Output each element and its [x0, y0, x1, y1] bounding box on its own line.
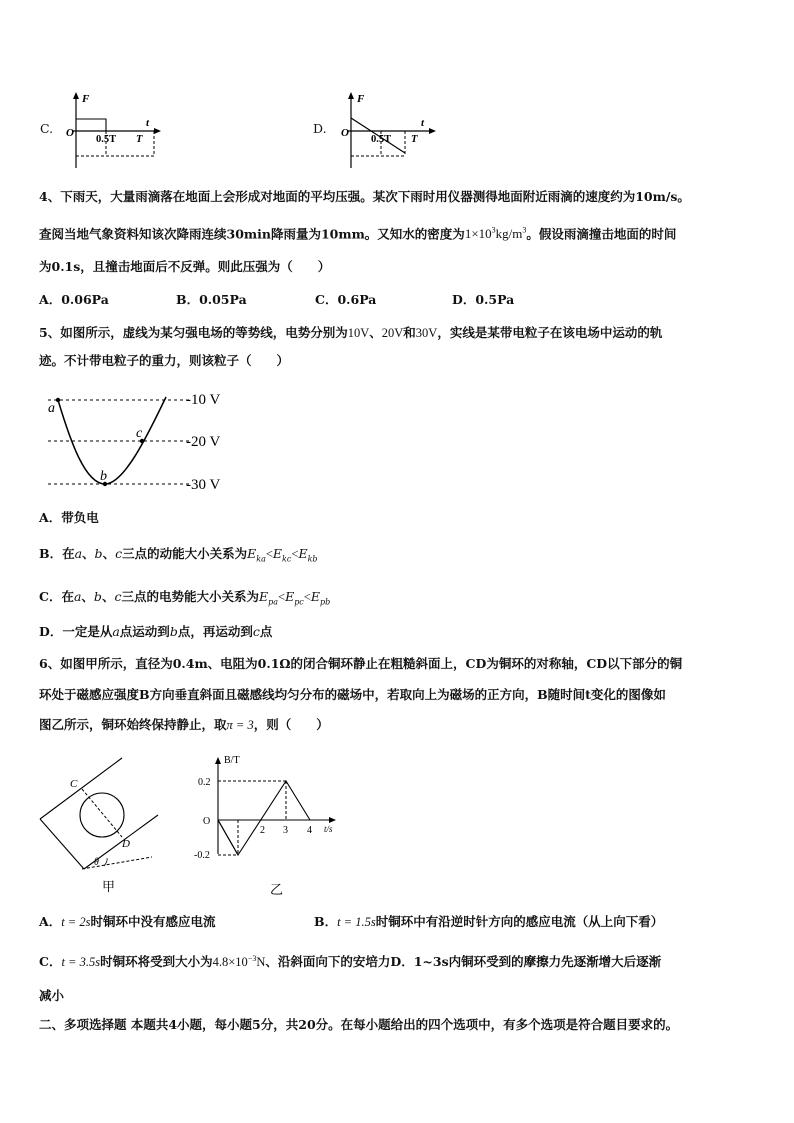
q5-option-a[interactable]: A．带负电 [39, 510, 99, 525]
q5-line2: 迹。不计带电粒子的重力，则该粒子（ ） [39, 353, 290, 368]
q4-line2: 查阅当地气象资料知该次降雨连续30min降雨量为10mm。又知水的密度为$1\times 10^3kg/m^3$。假设雨滴撞击地面的时间 [39, 226, 677, 242]
q6-line2: 环处于磁感应强度B方向垂直斜面且磁感线均匀分布的磁场中，若取向上为磁场的正方向，B随时间t变化的图像如 [39, 687, 666, 702]
q6-figure-jia [36, 755, 176, 895]
d-tick-half-t: 0.5T [371, 134, 392, 145]
q5-line1: 5、如图所示，虚线为某匀强电场的等势线，电势分别为10V、20V和30V，实线是某带电粒子在该电场中运动的轨 [39, 325, 663, 340]
point-a: a [48, 401, 55, 416]
tick-3: 3 [283, 825, 288, 836]
q6-line1: 6、如图甲所示，直径为0.4m、电阻为0.1Ω的闭合铜环静止在粗糙斜面上，CD为铜环的对称轴，CD以下部分的铜 [39, 656, 683, 671]
q6-option-c[interactable]: C．t = 3.5s时铜环将受到大小为$4.8\times 10^{-3}N$、沿斜面向下的安培力D．1~3s内铜环受到的摩擦力先逐渐增大后逐渐 [39, 954, 662, 970]
q4-option-b[interactable]: B．0.05Pa [176, 292, 247, 307]
c-tick-half-t: 0.5T [96, 134, 117, 145]
label-30v: -30 V [186, 477, 221, 493]
tick-0-2: 0.2 [198, 777, 211, 788]
tick-2: 2 [260, 825, 265, 836]
q6-line3: 图乙所示，铜环始终保持静止，取π = 3，则（ ） [39, 717, 329, 732]
c-axis-f: F [82, 93, 90, 105]
q6-option-d[interactable]: D．1~3s内铜环受到的摩擦力先逐渐增大后逐渐 [390, 954, 662, 970]
q6-figure-yi [190, 752, 350, 900]
q6-option-d-cont: 减小 [39, 988, 65, 1003]
c-axis-t: t [146, 117, 150, 129]
point-c: c [136, 426, 143, 441]
d-axis-f: F [357, 93, 365, 105]
c-tick-t: T [136, 134, 143, 145]
q5-option-b[interactable]: B．在a、b、c三点的动能大小关系为$E_{ka}<E_{kc}<E_{kb}$ [39, 546, 318, 564]
d-tick-t: T [411, 134, 418, 145]
q5-figure [40, 385, 240, 495]
q4-option-d[interactable]: D．0.5Pa [452, 292, 515, 307]
q4-option-a[interactable]: A．0.06Pa [39, 292, 109, 307]
tick-neg-0-2: -0.2 [194, 850, 210, 861]
d-axis-o: O [341, 127, 349, 139]
label-d: D [122, 838, 130, 850]
q3-option-c-graph [62, 90, 172, 170]
q4-line1: 4、下雨天，大量雨滴落在地面上会形成对地面的平均压强。某次下雨时用仪器测得地面附近雨滴的速度约为10m/s。 [39, 189, 690, 204]
axis-bt: B/T [224, 755, 240, 766]
q3-option-c-label: C. [40, 121, 54, 136]
caption-jia: 甲 [102, 879, 116, 894]
q5-option-d[interactable]: D．一定是从a点运动到b点，再运动到c点 [39, 624, 273, 639]
axis-ts: t/s [324, 824, 333, 834]
q6-option-a[interactable]: A．t = 2s时铜环中没有感应电流 [39, 914, 216, 929]
tick-4: 4 [307, 825, 312, 836]
q3-option-d-label: D. [313, 121, 327, 136]
d-axis-t: t [421, 117, 425, 129]
label-theta: θ [94, 857, 99, 868]
q4-line3: 为0.1s，且撞击地面后不反弹。则此压强为（ ） [39, 259, 331, 274]
q6-option-b[interactable]: B．t = 1.5s时铜环中有沿逆时针方向的感应电流（从上向下看） [314, 914, 664, 929]
caption-yi: 乙 [270, 882, 284, 897]
q4-option-c[interactable]: C．0.6Pa [315, 292, 377, 307]
q4-density: $1\times 10^3kg/m^3$ [464, 226, 527, 242]
section-2-header: 二、多项选择题 本题共4小题，每小题5分，共20分。在每小题给出的四个选项中，有多个选项是符合题目要求的。 [39, 1017, 679, 1032]
label-20v: -20 V [186, 434, 221, 450]
point-b: b [100, 469, 107, 484]
label-10v: -10 V [186, 392, 221, 408]
c-axis-o: O [66, 127, 74, 139]
label-c: C [70, 778, 78, 790]
tick-o: O [203, 816, 211, 827]
q5-option-c[interactable]: C．在a、b、c三点的电势能大小关系为$E_{pa}<E_{pc}<E_{pb}$ [39, 589, 331, 607]
q3-option-d-graph [337, 90, 447, 170]
